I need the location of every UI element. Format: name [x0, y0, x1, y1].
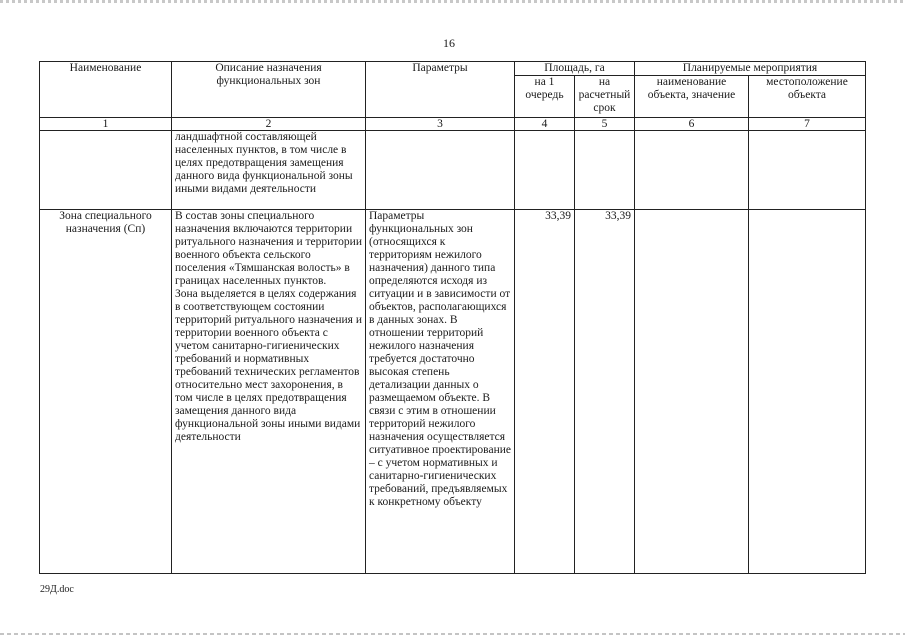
header-area: Площадь, га [515, 62, 635, 76]
header-area-first: на 1 очередь [515, 76, 575, 118]
zone-description-cell: ландшафтной составляющей населенных пунктов, в том числе в целях предотвращения замещения данного вида функциональной зоны иными видами деятельности [172, 131, 366, 210]
planned-name-cell [635, 210, 749, 574]
area-first-cell: 33,39 [515, 210, 575, 574]
column-number: 6 [635, 118, 749, 131]
column-number: 3 [366, 118, 515, 131]
planned-location-cell [749, 210, 866, 574]
column-number: 2 [172, 118, 366, 131]
area-estimated-cell [575, 131, 635, 210]
planned-location-cell [749, 131, 866, 210]
header-description: Описание назначения функциональных зон [172, 62, 366, 118]
column-number-row [40, 118, 866, 131]
page-number: 16 [443, 36, 455, 50]
top-scan-edge [0, 0, 905, 3]
column-number: 7 [749, 118, 866, 131]
column-number: 1 [40, 118, 172, 131]
functional-zones-table [39, 61, 866, 574]
header-planned-location: местоположение объекта [749, 76, 866, 118]
zone-name-cell [40, 131, 172, 210]
zone-name-cell: Зона специального назначения (Сп) [40, 210, 172, 574]
header-name: Наименование [40, 62, 172, 118]
zone-parameters-cell: Параметры функциональных зон (относящихся к территориям нежилого назначения) данного типа определяются исходя из ситуации и в зависимости от объектов, располагающихся в данных зонах. В отношении территорий нежилого назначения требуется достаточно высокая степень детализации данных о размещаемом объекте. В связи с этим в отношении территорий нежилого назначения осуществляется ситуативное проектирование – с учетом нормативных и санитарно-гигиенических требований, предъявляемых к конкретному объекту [366, 210, 515, 574]
table-row [40, 210, 866, 574]
area-first-cell [515, 131, 575, 210]
footer-filename: 29Д.doc [40, 584, 74, 595]
header-area-estimated: на расчетный срок [575, 76, 635, 118]
header-planned-name: наименование объекта, значение [635, 76, 749, 118]
zone-description-cell [172, 210, 366, 574]
header-planned: Планируемые мероприятия [635, 62, 866, 76]
description-paragraph: Зона выделяется в целях содержания в соответствующем состоянии территорий ритуального назначения и территории военного объекта с учетом санитарно-гигиенических требований и нормативных требований технических регламентов относительно мест захоронения, в том числе в целях предотвращения замещения данного вида функциональной зоны иными видами деятельности [175, 288, 362, 443]
header-parameters: Параметры [366, 62, 515, 118]
description-paragraph: В состав зоны специального назначения включаются территории ритуального назначения и территории военного объекта сельского поселения «Тямшанская волость» в границах населенных пунктов. [175, 210, 362, 287]
area-estimated-cell: 33,39 [575, 210, 635, 574]
header-row-1 [40, 62, 866, 76]
planned-name-cell [635, 131, 749, 210]
table-row [40, 131, 866, 210]
bottom-scan-edge [0, 633, 905, 635]
column-number: 4 [515, 118, 575, 131]
zone-parameters-cell [366, 131, 515, 210]
column-number: 5 [575, 118, 635, 131]
